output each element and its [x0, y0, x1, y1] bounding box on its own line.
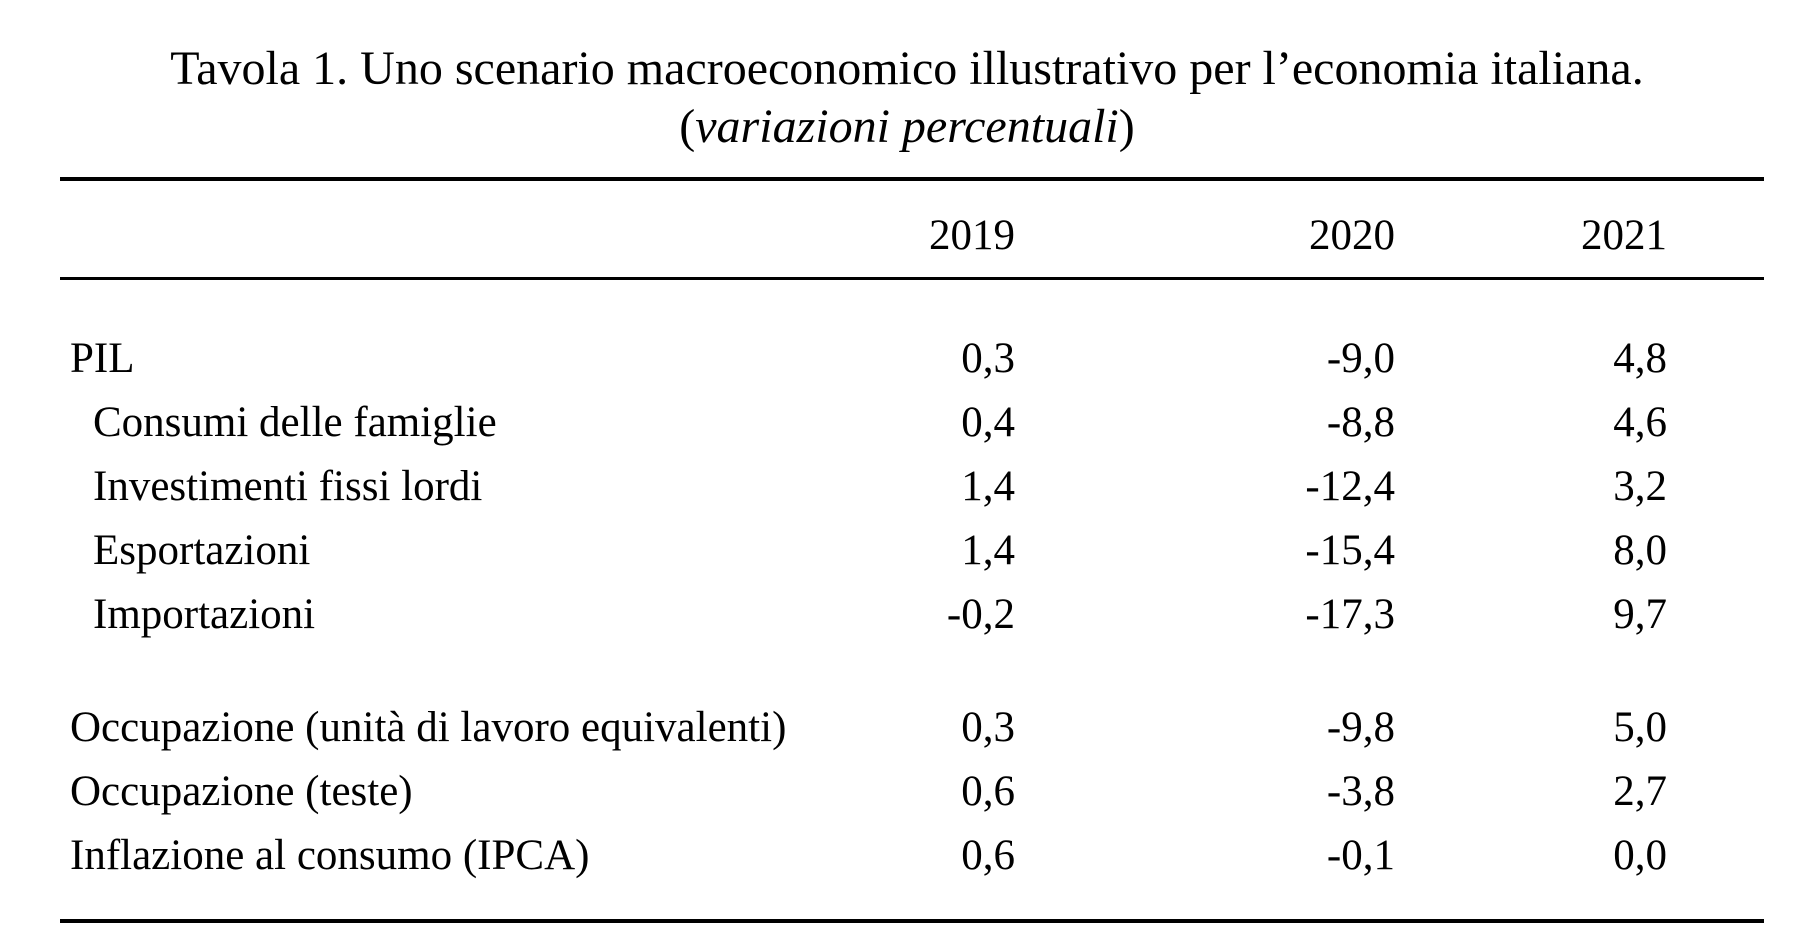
cell-esportazioni-2020: -15,4	[1305, 527, 1395, 574]
cell-investimenti-2019: 1,4	[961, 463, 1015, 510]
table-title: Tavola 1. Uno scenario macroeconomico illustrativo per l’economia italiana.	[170, 42, 1644, 95]
row-label-inflazione: Inflazione al consumo (IPCA)	[70, 832, 590, 879]
cell-importazioni-2021: 9,7	[1613, 591, 1667, 638]
header-rule	[60, 277, 1764, 280]
cell-investimenti-2020: -12,4	[1305, 463, 1395, 510]
row-label-pil: PIL	[70, 335, 135, 382]
cell-occupazione-teste-2021: 2,7	[1613, 768, 1667, 815]
cell-investimenti-2021: 3,2	[1613, 463, 1667, 510]
subtitle-open-paren: (	[679, 100, 696, 153]
cell-consumi-2020: -8,8	[1326, 399, 1395, 446]
subtitle-close-paren: )	[1118, 100, 1135, 153]
cell-pil-2021: 4,8	[1613, 335, 1667, 382]
cell-pil-2020: -9,0	[1326, 335, 1395, 382]
top-rule	[60, 177, 1764, 181]
row-label-importazioni: Importazioni	[93, 591, 316, 638]
cell-esportazioni-2021: 8,0	[1613, 527, 1667, 574]
cell-importazioni-2020: -17,3	[1305, 591, 1395, 638]
cell-esportazioni-2019: 1,4	[961, 527, 1015, 574]
table-subtitle	[0, 99, 1814, 155]
cell-occupazione-ula-2020: -9,8	[1326, 704, 1395, 751]
cell-occupazione-teste-2020: -3,8	[1326, 768, 1395, 815]
column-header-2019: 2019	[929, 212, 1015, 259]
row-label-esportazioni: Esportazioni	[93, 527, 311, 574]
cell-consumi-2019: 0,4	[961, 399, 1015, 446]
row-label-occupazione-ula: Occupazione (unità di lavoro equivalenti)	[70, 704, 787, 751]
cell-occupazione-ula-2021: 5,0	[1613, 704, 1667, 751]
bottom-rule	[60, 919, 1764, 923]
cell-consumi-2021: 4,6	[1613, 399, 1667, 446]
subtitle-italic-text: variazioni percentuali	[695, 100, 1119, 153]
column-header-2020: 2020	[1309, 212, 1395, 259]
row-label-occupazione-teste: Occupazione (teste)	[70, 768, 413, 815]
cell-pil-2019: 0,3	[961, 335, 1015, 382]
cell-inflazione-2021: 0,0	[1613, 832, 1667, 879]
row-label-investimenti: Investimenti fissi lordi	[93, 463, 483, 510]
cell-inflazione-2020: -0,1	[1326, 832, 1395, 879]
cell-inflazione-2019: 0,6	[961, 832, 1015, 879]
cell-importazioni-2019: -0,2	[946, 591, 1015, 638]
column-header-2021: 2021	[1581, 212, 1667, 259]
cell-occupazione-teste-2019: 0,6	[961, 768, 1015, 815]
cell-occupazione-ula-2019: 0,3	[961, 704, 1015, 751]
row-label-consumi: Consumi delle famiglie	[93, 399, 497, 446]
